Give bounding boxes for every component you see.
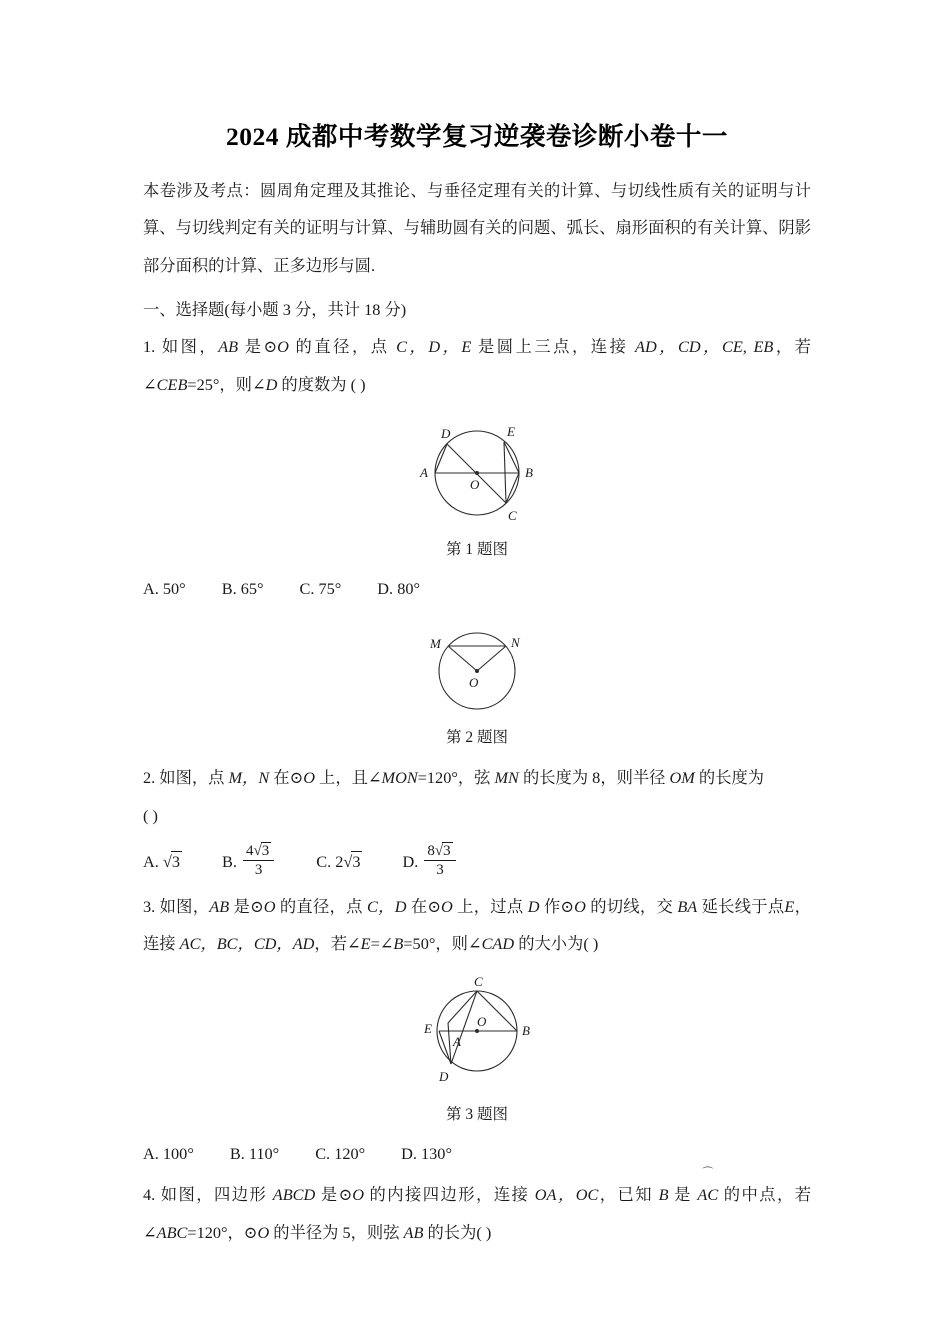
q3-frag-m: 的大小为( ): [514, 934, 599, 954]
fig1-label-d: D: [441, 426, 451, 442]
fig3-label-d: D: [439, 1068, 449, 1084]
q1-frag-e: ，若∠: [143, 336, 811, 394]
q2-option-d-fraction: [424, 843, 455, 878]
fig3-label-e: E: [424, 1020, 432, 1036]
q3-var-segments: AC，BC，CD，AD: [179, 934, 315, 954]
fig3-label-a: A: [453, 1033, 461, 1049]
fig1-label-a: A: [420, 465, 428, 481]
fig2-radius-om: [448, 646, 477, 671]
q2-option-c-coef: 2: [335, 851, 344, 871]
q4-var-b: B: [658, 1185, 669, 1205]
q2-var-om: OM: [669, 767, 695, 787]
q4-frag-i: 的长为( ): [423, 1223, 492, 1243]
q2-option-b-label: B.: [221, 851, 237, 871]
q1-frag-g: 的度数为 ( ): [277, 374, 366, 394]
page-content: [143, 0, 811, 1252]
q4-frag-c: 的内接四边形，连接: [364, 1185, 535, 1205]
q3-option-c[interactable]: C. 120°: [315, 1143, 366, 1163]
q4-frag-g: =120°，⊙: [187, 1223, 258, 1243]
figure-3-drawing: [382, 969, 572, 1097]
q3-frag-d: 在⊙: [406, 896, 442, 916]
q3-var-o1: O: [263, 896, 276, 916]
q2-option-a-radical: √3: [162, 851, 180, 871]
q3-var-angle-e: E: [360, 934, 371, 954]
fig1-segment-cb: [506, 473, 519, 503]
q1-option-d[interactable]: D. 80°: [377, 579, 420, 599]
q2-var-mon: MON: [381, 767, 418, 787]
q3-frag-g: 的切线，交: [585, 896, 678, 916]
fig1-center-dot: [475, 471, 479, 475]
q4-arc-label: AC: [697, 1185, 719, 1205]
fig3-label-o: O: [477, 1013, 487, 1029]
q1-option-a[interactable]: A. 50°: [143, 579, 186, 599]
section-heading-multiple-choice: 一、选择题(每小题 3 分，共计 18 分): [143, 299, 407, 319]
q3-frag-h: 延长线于点: [697, 896, 785, 916]
question-3-options: [143, 1124, 811, 1171]
q1-option-c[interactable]: C. 75°: [299, 579, 342, 599]
q2-var-mn: M，N: [228, 767, 270, 787]
q2-option-d-label: D.: [402, 851, 419, 871]
q2-option-a[interactable]: [143, 852, 182, 872]
q1-option-b[interactable]: B. 65°: [221, 579, 264, 599]
fig3-segment-cd: [451, 991, 477, 1064]
q2-var-o: O: [303, 767, 315, 787]
q4-var-o2: O: [257, 1223, 270, 1243]
q3-frag-b: 是⊙: [229, 896, 264, 916]
q1-var-o: O: [277, 336, 289, 356]
q4-frag-b: 是⊙: [315, 1185, 353, 1205]
q2-option-d-coef: 8: [427, 843, 435, 860]
q3-frag-l: =50°，则∠: [403, 934, 482, 954]
q3-var-d: D: [527, 896, 540, 916]
q4-frag-a: 如图，四边形: [160, 1185, 273, 1205]
q1-frag-c: 的直径，点: [288, 336, 397, 356]
q2-frag-d: =120°，弦: [417, 767, 495, 787]
q2-frag-c: 上，且∠: [314, 767, 382, 787]
figure-2-caption: 第 2 题图: [445, 728, 508, 746]
q1-frag-f: =25°，则∠: [187, 374, 266, 394]
q2-frag-f: 的长度为: [694, 767, 765, 787]
q4-var-o: O: [352, 1185, 364, 1205]
q2-option-b-fraction: [243, 843, 274, 878]
question-1-options: [143, 559, 811, 606]
question-4-text: [143, 1167, 811, 1251]
q2-option-c-radical: √3: [343, 851, 361, 871]
q4-var-ab: AB: [403, 1223, 424, 1243]
q3-var-o3: O: [574, 896, 586, 916]
question-2-number: 2.: [143, 767, 156, 787]
fig3-label-b: B: [522, 1022, 530, 1038]
q2-option-c[interactable]: [316, 852, 362, 872]
fig1-segment-eb: [504, 442, 519, 473]
question-3-number: 3.: [143, 896, 156, 916]
q1-var-cde: C，D，E: [396, 336, 472, 356]
figure-3-caption: 第 3 题图: [445, 1105, 508, 1123]
q2-option-d-denominator: 3: [436, 862, 444, 879]
question-2-options: [143, 834, 811, 879]
q4-frag-h: 的半径为 5，则弦: [269, 1223, 404, 1243]
q3-frag-j: ，若∠: [314, 934, 361, 954]
fig1-label-e: E: [507, 424, 515, 440]
q1-var-segments: AD，CD，CE, EB: [635, 336, 774, 356]
q2-option-d-radical: √3: [434, 843, 451, 860]
fig2-label-o: O: [469, 674, 479, 690]
fig3-center-dot: [475, 1029, 479, 1033]
exam-scope-intro: 本卷涉及考点：圆周角定理及其推论、与垂径定理有关的计算、与切线性质有关的证明与计算、与切线判定有关的证明与计算、与辅助圆有关的问题、弧长、扇形面积的有关计算、阴影部分面积的计算、正多边形与圆.: [143, 180, 811, 275]
q4-frag-e: 是: [668, 1185, 698, 1205]
q1-var-ceb: CEB: [156, 374, 188, 394]
q1-var-d: D: [265, 374, 278, 394]
question-1-text: [143, 328, 811, 403]
q2-option-d[interactable]: [402, 844, 457, 879]
q3-var-o2: O: [441, 896, 453, 916]
q3-var-cd: C，D: [367, 896, 407, 916]
q3-frag-i: ，连接: [143, 896, 811, 954]
q1-frag-a: 如图，: [161, 336, 219, 356]
q3-frag-k: =∠: [370, 934, 394, 954]
q2-option-b-radical: √3: [253, 843, 270, 860]
question-2-text-line2: ( ): [143, 805, 158, 825]
figure-3: [143, 963, 811, 1124]
question-2-text: [143, 747, 811, 797]
q4-arc-ac: [697, 1167, 719, 1214]
q2-option-a-radicand: 3: [171, 851, 180, 871]
q3-var-e: E: [784, 896, 795, 916]
q2-option-b-coef: 4: [246, 843, 254, 860]
fig1-label-o: O: [470, 477, 480, 493]
q2-option-b-numerator: [243, 843, 274, 861]
figure-1-drawing: [387, 411, 567, 531]
q2-option-d-numerator: [424, 843, 455, 861]
q3-option-d[interactable]: D. 130°: [401, 1143, 452, 1163]
q2-frag-b: 在⊙: [269, 767, 304, 787]
q3-option-a[interactable]: A. 100°: [143, 1143, 194, 1163]
q4-var-abc: ABC: [156, 1223, 188, 1243]
q4-var-abcd: ABCD: [272, 1185, 316, 1205]
q3-frag-e: 上，过点: [452, 896, 528, 916]
question-3-text: [143, 880, 811, 963]
q3-var-angle-b: B: [393, 934, 404, 954]
q1-var-ab: AB: [218, 336, 239, 356]
q3-frag-a: 如图，: [159, 896, 210, 916]
page-title: 2024 成都中考数学复习逆袭卷诊断小卷十一: [226, 122, 728, 151]
q3-frag-f: 作⊙: [539, 896, 575, 916]
fig1-segment-ad: [435, 444, 447, 473]
fig2-radius-on: [477, 646, 506, 671]
figure-2: [143, 606, 811, 747]
fig2-label-n: N: [511, 634, 520, 650]
q3-var-cad: CAD: [481, 934, 515, 954]
q3-var-ab: AB: [209, 896, 230, 916]
q2-option-d-radicand: 3: [443, 843, 451, 860]
question-1-number: 1.: [143, 336, 156, 356]
q3-var-ba: BA: [677, 896, 698, 916]
fig1-label-b: B: [525, 465, 533, 481]
q1-frag-b: 是⊙: [238, 336, 278, 356]
arc-symbol-icon: ⌒: [702, 1167, 714, 1180]
figure-1-caption: 第 1 题图: [445, 541, 508, 559]
q1-frag-d: 是圆上三点，连接: [471, 336, 635, 356]
q3-option-b[interactable]: B. 110°: [229, 1143, 280, 1163]
figure-2-drawing: [387, 614, 567, 719]
q2-frag-a: 如图，点: [159, 767, 229, 787]
question-4-number: 4.: [143, 1185, 156, 1205]
q2-option-c-label: C.: [316, 851, 332, 871]
q2-option-c-radicand: 3: [352, 851, 361, 871]
q4-frag-d: ，已知: [598, 1185, 659, 1205]
q2-var-chord-mn: MN: [494, 767, 519, 787]
q2-option-b-denominator: 3: [254, 862, 263, 879]
fig2-center-dot: [475, 669, 479, 673]
fig3-label-c: C: [474, 973, 483, 989]
q4-frag-f: 的中点，若∠: [143, 1185, 811, 1243]
figure-1: [143, 403, 811, 559]
q3-frag-c: 的直径，点: [275, 896, 367, 916]
fig1-label-c: C: [508, 508, 517, 524]
fig3-segment-ca: [448, 991, 477, 1023]
q4-var-oa-oc: OA，OC: [534, 1185, 599, 1205]
q2-option-b-radicand: 3: [261, 843, 270, 860]
fig2-label-m: M: [430, 635, 441, 651]
q2-option-b[interactable]: [222, 844, 276, 879]
q2-option-a-label: A.: [143, 851, 159, 871]
q2-frag-e: 的长度为 8，则半径: [518, 767, 670, 787]
